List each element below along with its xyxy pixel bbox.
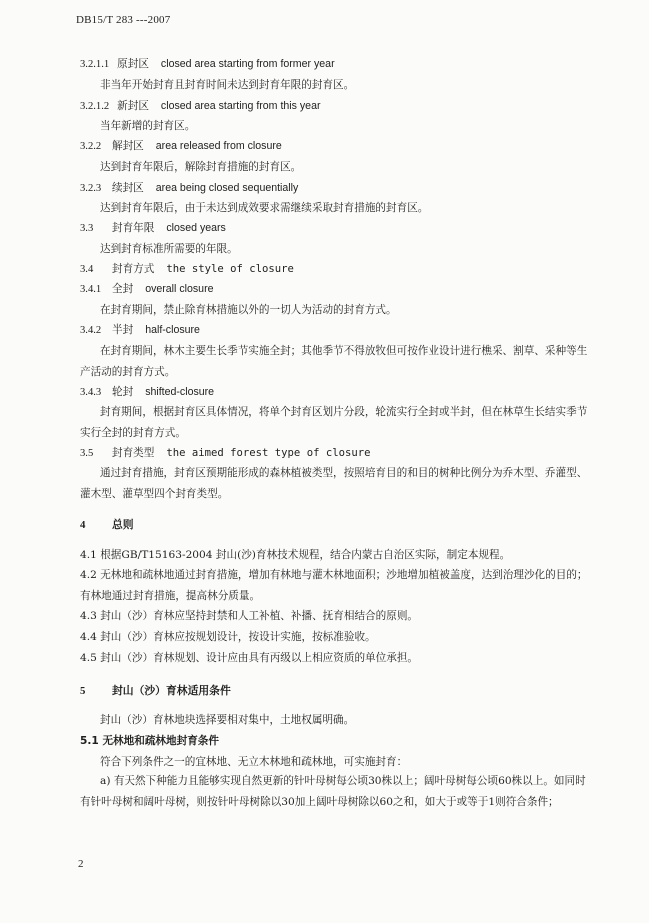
clause-text: a) 有天然下种能力且能够实现自然更新的针叶母树每公顷30株以上；阔叶母树每公顷60株以上。如同时有针叶母树和阔叶母树，则按针叶母树除以30加上阔叶母树除以60之和，如大于或等于1则符合条件； (80, 775, 586, 808)
section-number: 5 (80, 685, 86, 697)
term-heading (80, 221, 593, 236)
clause-number: 3.4 (80, 264, 94, 275)
term-heading (80, 262, 593, 277)
term-heading (80, 385, 593, 400)
clause-number: 3.4.3 (80, 387, 102, 398)
clause-number: 3.3 (80, 223, 94, 234)
definition-text: 当年新增的封育区。 (100, 120, 196, 132)
term-en: area being closed sequentially (155, 182, 299, 194)
term-zh: 封育年限 (112, 222, 155, 234)
term-en: closed years (166, 222, 226, 234)
section-heading (80, 684, 593, 698)
clause-number: 3.5 (80, 448, 94, 459)
term-en: overall closure (145, 283, 214, 295)
section-title: 总则 (112, 518, 134, 531)
section-number: 4 (80, 519, 86, 531)
clause-text: 符合下列条件之一的宜林地、无立木林地和疏林地，可实施封育： (100, 756, 408, 768)
clause-number: 3.4.1 (80, 284, 102, 295)
clause-number: 3.2.3 (80, 183, 102, 194)
section-title: 封山（沙）育林适用条件 (112, 684, 231, 697)
term-zh: 全封 (112, 283, 134, 295)
term-zh: 原封区 (117, 58, 149, 70)
clause-text: 4.1 根据GB/T15163-2004 封山(沙)育林技术规程，结合内蒙古自治区实际，制定本规程。 (80, 549, 511, 561)
definition-text: 非当年开始封育且封育时间未达到封育年限的封育区。 (100, 79, 355, 91)
term-heading (80, 181, 593, 196)
term-en: the style of closure (166, 263, 294, 275)
definition-text: 在封育期间，林木主要生长季节实施全封；其他季节不得放牧但可按作业设计进行樵采、割草、采种等生产活动的封育方式。 (80, 345, 588, 378)
term-heading (80, 57, 593, 72)
definition-text: 通过封育措施，封育区预期能形成的森林植被类型，按照培育目的和目的树种比例分为乔木型、乔灌型、灌木型、灌草型四个封育类型。 (80, 467, 588, 500)
term-heading (80, 282, 593, 297)
clause-text: 4.3 封山（沙）育林应坚持封禁和人工补植、补播、抚育相结合的原则。 (80, 610, 419, 622)
term-zh: 半封 (112, 324, 134, 336)
definition-text: 达到封育年限后，解除封育措施的封育区。 (100, 161, 302, 173)
term-en: shifted-closure (145, 386, 215, 398)
subsection-heading: 5.1 无林地和疏林地封育条件 (80, 735, 219, 747)
document-code-header: DB15/T 283 ---2007 (76, 14, 171, 26)
definition-text: 封育期间，根据封育区具体情况，将单个封育区划片分段，轮流实行全封或半封，但在林草生长结实季节实行全封的封育方式。 (80, 406, 588, 439)
clause-text: 4.5 封山（沙）育林规划、设计应由具有丙级以上相应资质的单位承担。 (80, 652, 419, 664)
term-en: closed area starting from former year (160, 58, 335, 70)
term-zh: 封育类型 (112, 447, 155, 459)
term-en: closed area starting from this year (160, 100, 321, 112)
clause-number: 3.2.2 (80, 141, 102, 152)
section-heading (80, 518, 593, 532)
term-zh: 封育方式 (112, 263, 155, 275)
term-en: the aimed forest type of closure (166, 447, 371, 459)
clause-number: 3.2.1.1 (80, 59, 110, 70)
term-zh: 新封区 (117, 100, 149, 112)
clause-text: 4.2 无林地和疏林地通过封育措施，增加有林地与灌木林地面积；沙地增加植被盖度，达到治理沙化的目的；有林地通过封育措施，提高林分质量。 (80, 569, 588, 602)
term-zh: 轮封 (112, 386, 134, 398)
clause-text: 封山（沙）育林地块选择要相对集中，土地权属明确。 (100, 714, 355, 726)
term-heading (80, 323, 593, 338)
term-heading (80, 446, 593, 461)
term-zh: 解封区 (112, 140, 144, 152)
clause-text: 4.4 封山（沙）育林应按规划设计，按设计实施，按标准验收。 (80, 631, 376, 643)
clause-number: 3.4.2 (80, 325, 102, 336)
term-en: area released from closure (155, 140, 282, 152)
term-heading (80, 99, 593, 114)
definition-text: 在封育期间，禁止除育林措施以外的一切人为活动的封育方式。 (100, 304, 397, 316)
term-en: half-closure (145, 324, 200, 336)
page-number: 2 (78, 858, 84, 870)
term-zh: 续封区 (112, 182, 144, 194)
term-heading (80, 139, 593, 154)
clause-number: 3.2.1.2 (80, 101, 110, 112)
definition-text: 达到封育标准所需要的年限。 (100, 243, 238, 255)
definition-text: 达到封育年限后，由于未达到成效要求需继续采取封育措施的封育区。 (100, 202, 429, 214)
